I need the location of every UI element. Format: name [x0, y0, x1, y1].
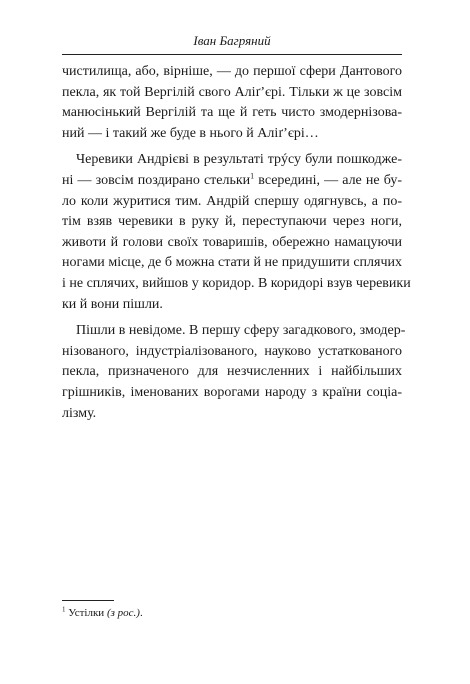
- paragraph-1: [62, 62, 402, 144]
- footnote-rule: [62, 600, 114, 601]
- text-line: животи й голови своїх товаришів, обережно намацуючи: [62, 234, 402, 250]
- footnote-marker: 1: [62, 605, 66, 614]
- header-rule: [62, 54, 402, 55]
- text-line: тім взяв черевики в руку й, переступаючи через ноги,: [62, 214, 402, 230]
- text-line: пекла, призначеного для незчисленних і найбільших: [62, 364, 402, 380]
- text-line: нізованого, індустріалізованого, науково устаткованого: [62, 343, 402, 359]
- paragraph-2: [62, 150, 411, 315]
- text-line: ногами місце, де б можна стати й не придушити сплячих: [62, 255, 402, 271]
- text-line: чистилища, або, вірніше, — до першої сфери Дантового: [62, 64, 402, 79]
- text-line: ки й вони пішли.: [62, 296, 163, 312]
- text-line: пекла, як той Вергілій свого Аліґ’єрі. Тільки ж це зовсім: [62, 84, 402, 100]
- text-line: манюсінький Вергілій та ще й геть чисто змодернізова-: [62, 105, 402, 121]
- text-line: ний — і такий же буде в нього й Аліґ’єрі…: [62, 125, 319, 141]
- text-fragment: всередині, — але: [254, 172, 362, 188]
- text-line: ло коли журитися тим. Андрій спершу одягнувсь, а по-: [62, 193, 402, 209]
- text-line-with-footnote: [62, 171, 402, 192]
- text-line: Черевики Андрієві в результаті трýсу були пошкодже-: [76, 152, 402, 168]
- footnote: [62, 606, 402, 620]
- text-fragment: не бу-: [365, 172, 402, 188]
- text-line: лізму.: [62, 405, 97, 421]
- running-head: Іван Багряний: [193, 33, 271, 48]
- footnote-gloss: (з рос.): [106, 607, 140, 619]
- text-line: Пішли в невідоме. В першу сферу загадкового, змодер-: [76, 323, 406, 339]
- paragraph-3: [62, 321, 406, 424]
- footnote-end: .: [139, 607, 143, 619]
- footnote-reference[interactable]: 1: [250, 171, 255, 181]
- text-fragment: ні — зовсім поздирано стельки: [62, 172, 251, 188]
- body-text: [62, 62, 411, 424]
- text-line: і не сплячих, вийшов у коридор. В коридорі взув черевики: [62, 275, 411, 291]
- text-line: грішників, іменованих ворогами народу з країни соціа-: [62, 384, 402, 400]
- footnote-term: Устілки: [65, 607, 107, 619]
